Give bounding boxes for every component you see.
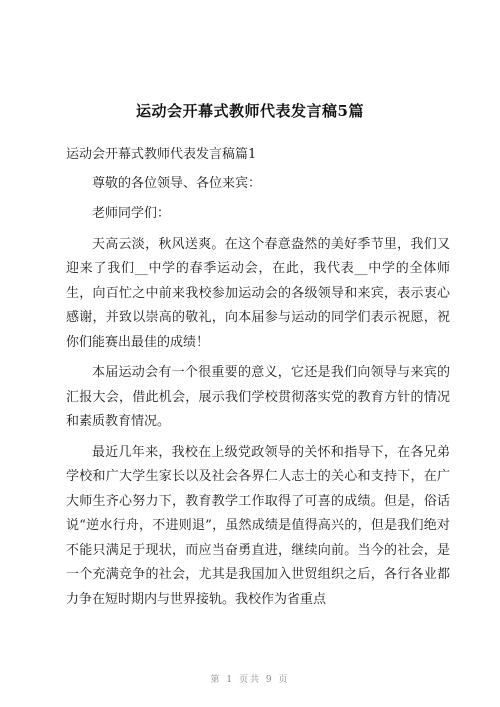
greeting-line-1: 尊敬的各位领导、各位来宾：: [92, 175, 262, 191]
paragraph-2: 本届运动会有一个很重要的意义，它还是我们向领导与来宾的汇报大会，借此机会，展示我们学校贯彻落实党的教育方针的情况和素质教育情况。: [66, 365, 450, 429]
greeting-line-2: 老师同学们：: [92, 206, 171, 221]
paragraph-3: 最近几年来，我校在上级党政领导的关怀和指导下，在各兄弟学校和广大学生家长以及社会各界仁人志士的关心和支持下，在广大师生齐心努力下，教育教学工作取得了可喜的成绩。但是，俗话说“逆水行舟，不进则退”，虽然成绩是值得高兴的，但是我们绝对不能只满足于现状，而应当奋勇直进，继续向前。当今的社会，是一个充满竞争的社会，尤其是我国加入世贸组织之后，各行各业都力争在短时期内与世界接轨。我校作为省重点: [66, 444, 450, 607]
document-title: 运动会开幕式教师代表发言稿5篇: [136, 102, 364, 120]
section-subtitle: 运动会开幕式教师代表发言稿篇1: [66, 147, 257, 162]
paragraph-1: 天高云淡，秋风送爽。在这个春意盎然的美好季节里，我们又迎来了我们__中学的春季运动会，在此，我代表__中学的全体师生，向百忙之中前来我校参加运动会的各级领导和来宾，表示衷心感谢，并致以崇高的敬礼，向本届参与运动的同学们表示祝愿，祝你们能赛出最佳的成绩！: [66, 236, 450, 350]
page-number-footer: 第 1 页共 9 页: [210, 675, 290, 685]
document-body: [66, 143, 450, 618]
